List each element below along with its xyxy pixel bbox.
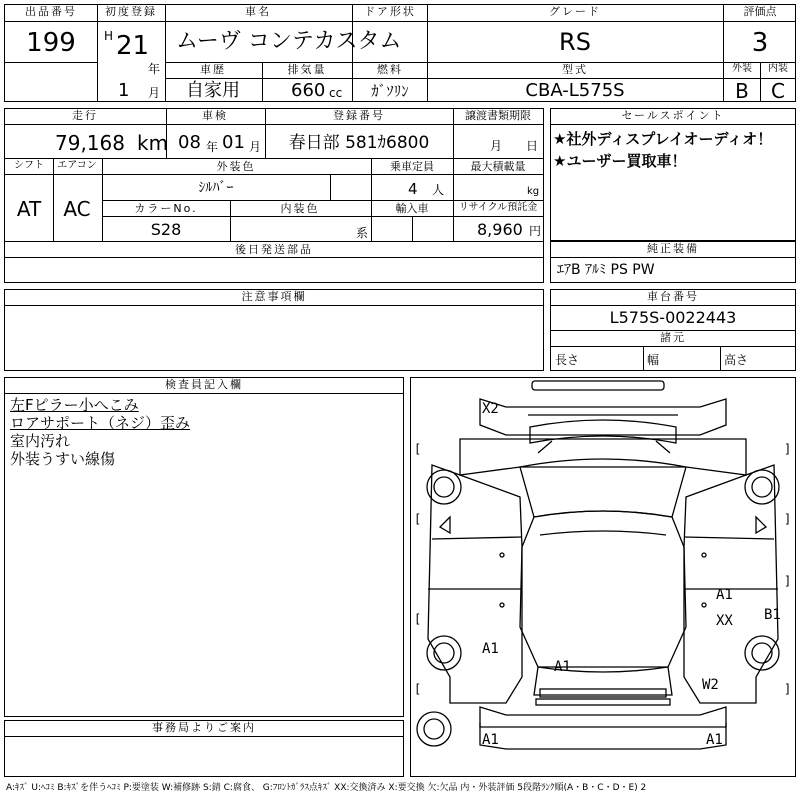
month-unit: 月 [148,86,161,100]
bracket: ] [784,442,792,456]
color-no-label: カラーNo. [134,202,198,215]
transfer-day-unit: 日 [526,139,539,153]
bracket: [ [414,682,422,696]
transfer-month-unit: 月 [490,139,503,153]
first-reg-label: 初度登録 [105,5,157,18]
shift: AT [16,197,42,221]
inspector-remark: 左Fピラー小へこみ [10,396,139,414]
capacity-unit: 人 [432,183,445,197]
fuel-label: 燃料 [377,63,403,76]
inspection-year-unit: 年 [206,140,219,154]
caution-label: 注意事項欄 [241,290,307,303]
sales-points-box [550,108,796,241]
door-label: ドア形状 [364,5,416,18]
left-body-outline [428,465,522,703]
sales-points-label: セールスポイント [621,109,725,122]
spec-width-label: 幅 [647,353,660,367]
transfer-label: 譲渡書類期限 [465,109,531,122]
bracket: [ [414,512,422,526]
windshield-outline [520,459,686,517]
model-label: 型式 [562,63,588,76]
equipment-label: 純正装備 [647,242,699,255]
damage-mark: B1 [764,607,781,623]
grade: RS [559,28,591,56]
inspection-year: 08 [178,132,201,153]
displacement: 660 [291,80,326,101]
legend-text: A:ｷｽﾞ U:ﾍｺﾐ B:ｷｽﾞを伴うﾍｺﾐ P:要塗装 W:補修跡 S:錆 C:腐食、 G:ﾌﾛﾝﾄｶﾞﾗｽ点ｷｽﾞ XX:交換済み X:要交換 欠:欠品 内・外装評価 5段階ﾗﾝｸ順(A・B・C・D・E) 2 [6,783,647,793]
specs-label: 諸元 [660,331,686,344]
spare-wheel [417,712,451,746]
right-body-outline [684,465,778,703]
int-color-unit: 系 [356,226,369,240]
ac-label: エアコン [57,160,97,171]
damage-mark: X2 [482,401,499,417]
inspection-month-unit: 月 [249,140,262,154]
damage-mark: XX [716,613,733,629]
inspector-remark: ロアサポート（ネジ）歪み [10,414,191,432]
reg-month: 1 [118,80,130,101]
chassis-label: 車台番号 [647,290,699,303]
car-diagram [410,377,796,777]
bracket: ] [784,682,792,696]
era: H [104,29,114,43]
shift-label: シフト [14,160,44,171]
rear-right-wheel [745,636,779,670]
mileage-unit: km [137,131,169,155]
load-label: 最大積載量 [470,160,526,173]
history-label: 車歴 [200,63,226,76]
interior-grade: C [771,79,785,103]
score: 3 [751,28,769,58]
plate-label: 登録番号 [333,109,385,122]
damage-mark: W2 [702,677,719,693]
inspector-label: 検査員記入欄 [165,378,243,391]
recycle-label: リサイクル預託金 [458,202,538,213]
ac: AC [63,197,91,221]
later-parts-label: 後日発送部品 [235,243,313,256]
mileage: 79,168 [55,131,125,155]
inspector-remark: 室内汚れ [10,432,71,450]
office-label: 事務局よりご案内 [152,721,256,734]
car-name: ムーヴ コンテカスタム [176,29,402,54]
displacement-label: 排気量 [287,63,327,76]
front-bumper-outline [532,381,664,390]
score-label: 評価点 [743,5,777,18]
bracket: [ [414,442,422,456]
plate-number: 春日部 581ｶ6800 [288,133,430,153]
inspection-label: 車検 [202,109,228,122]
rear-bumper-outline [480,707,726,727]
spec-height-label: 高さ [724,353,749,367]
bracket: [ [414,612,422,626]
recycle-unit: 円 [529,224,542,238]
exterior-grade: B [735,79,749,103]
damage-mark: A1 [716,587,733,603]
lot-label: 出品番号 [25,5,77,18]
spec-length-label: 長さ [555,353,580,367]
sales-point-item: ★社外ディスプレイオーディオ！ [553,130,773,148]
recycle-amount: 8,960 [477,220,523,239]
load-unit: kg [527,186,540,197]
damage-mark: A1 [482,732,499,748]
interior-label: 内装 [768,63,788,74]
int-color-label: 内装色 [280,202,320,215]
front-panel-outline [480,399,726,435]
inspector-remark: 外装うすい線傷 [10,450,116,468]
bracket: ] [784,574,792,588]
ext-color-label: 外装色 [216,160,256,173]
grade-label: グレード [549,5,601,18]
capacity-label: 乗車定員 [390,160,434,173]
damage-mark: A1 [706,732,723,748]
bracket: ] [784,512,792,526]
hood-outline [460,439,746,475]
equipment-value: ｴｱB ｱﾙﾐ PS PW [557,262,655,278]
sales-point-item: ★ユーザー買取車！ [553,152,687,170]
color-no: S28 [150,220,182,239]
reg-year: 21 [116,31,150,61]
exterior-label: 外装 [732,63,752,74]
year-unit: 年 [148,62,161,76]
damage-marks [482,401,781,748]
inspection-month: 01 [222,132,245,153]
damage-mark: A1 [482,641,499,657]
model: CBA-L575S [525,80,625,101]
capacity: 4 [408,180,418,198]
displacement-unit: cc [329,86,343,100]
chassis-number: L575S-0022443 [609,308,737,327]
history: 自家用 [186,80,240,101]
mileage-label: 走行 [72,109,98,122]
import-label: 輸入車 [395,202,429,215]
damage-mark: A1 [554,659,571,675]
ext-color: ｼﾙﾊﾞｰ [198,180,234,196]
car-name-label: 車名 [245,5,271,18]
rear-left-wheel [427,636,461,670]
fuel: ｶﾞｿﾘﾝ [371,82,409,100]
lot-number: 199 [26,28,76,58]
